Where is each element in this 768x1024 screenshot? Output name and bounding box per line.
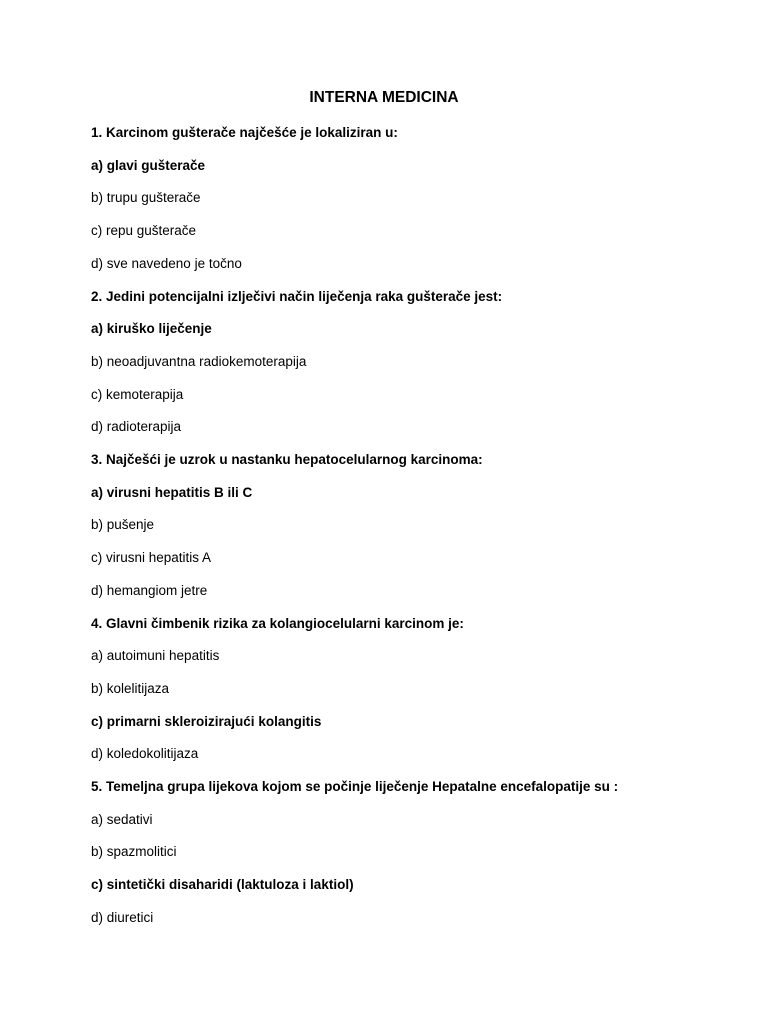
correct-answer-option: a) virusni hepatitis B ili C: [91, 485, 253, 500]
correct-answer-option: a) kiruško liječenje: [91, 321, 212, 336]
answer-option: b) trupu gušterače: [91, 190, 201, 205]
answer-option: b) pušenje: [91, 517, 155, 532]
answer-option: c) virusni hepatitis A: [91, 550, 212, 565]
answer-option: c) kemoterapija: [91, 387, 184, 402]
answer-option: d) radioterapija: [91, 419, 182, 434]
correct-answer-option: c) sintetički disaharidi (laktuloza i laktiol): [91, 877, 354, 892]
question-text: 2. Jedini potencijalni izlječivi način liječenja raka gušterače jest:: [91, 289, 503, 304]
correct-answer-option: a) glavi gušterače: [91, 158, 206, 173]
question-text: 5. Temeljna grupa lijekova kojom se počinje liječenje Hepatalne encefalopatije su :: [91, 779, 619, 794]
answer-option: d) sve navedeno je točno: [91, 256, 242, 271]
answer-option: c) repu gušterače: [91, 223, 197, 238]
page-title: INTERNA MEDICINA: [309, 89, 459, 106]
question-text: 3. Najčešći je uzrok u nastanku hepatocelularnog karcinoma:: [91, 452, 483, 467]
answer-option: d) hemangiom jetre: [91, 583, 208, 598]
answer-option: d) koledokolitijaza: [91, 746, 199, 761]
answer-option: a) sedativi: [91, 812, 153, 827]
question-text: 4. Glavni čimbenik rizika za kolangiocelularni karcinom je:: [91, 616, 464, 631]
answer-option: d) diuretici: [91, 910, 154, 925]
question-text: 1. Karcinom gušterače najčešće je lokaliziran u:: [91, 125, 398, 140]
answer-option: b) neoadjuvantna radiokemoterapija: [91, 354, 307, 369]
correct-answer-option: c) primarni skleroizirajući kolangitis: [91, 714, 322, 729]
answer-option: a) autoimuni hepatitis: [91, 648, 220, 663]
answer-option: b) spazmolitici: [91, 844, 177, 859]
answer-option: b) kolelitijaza: [91, 681, 170, 696]
